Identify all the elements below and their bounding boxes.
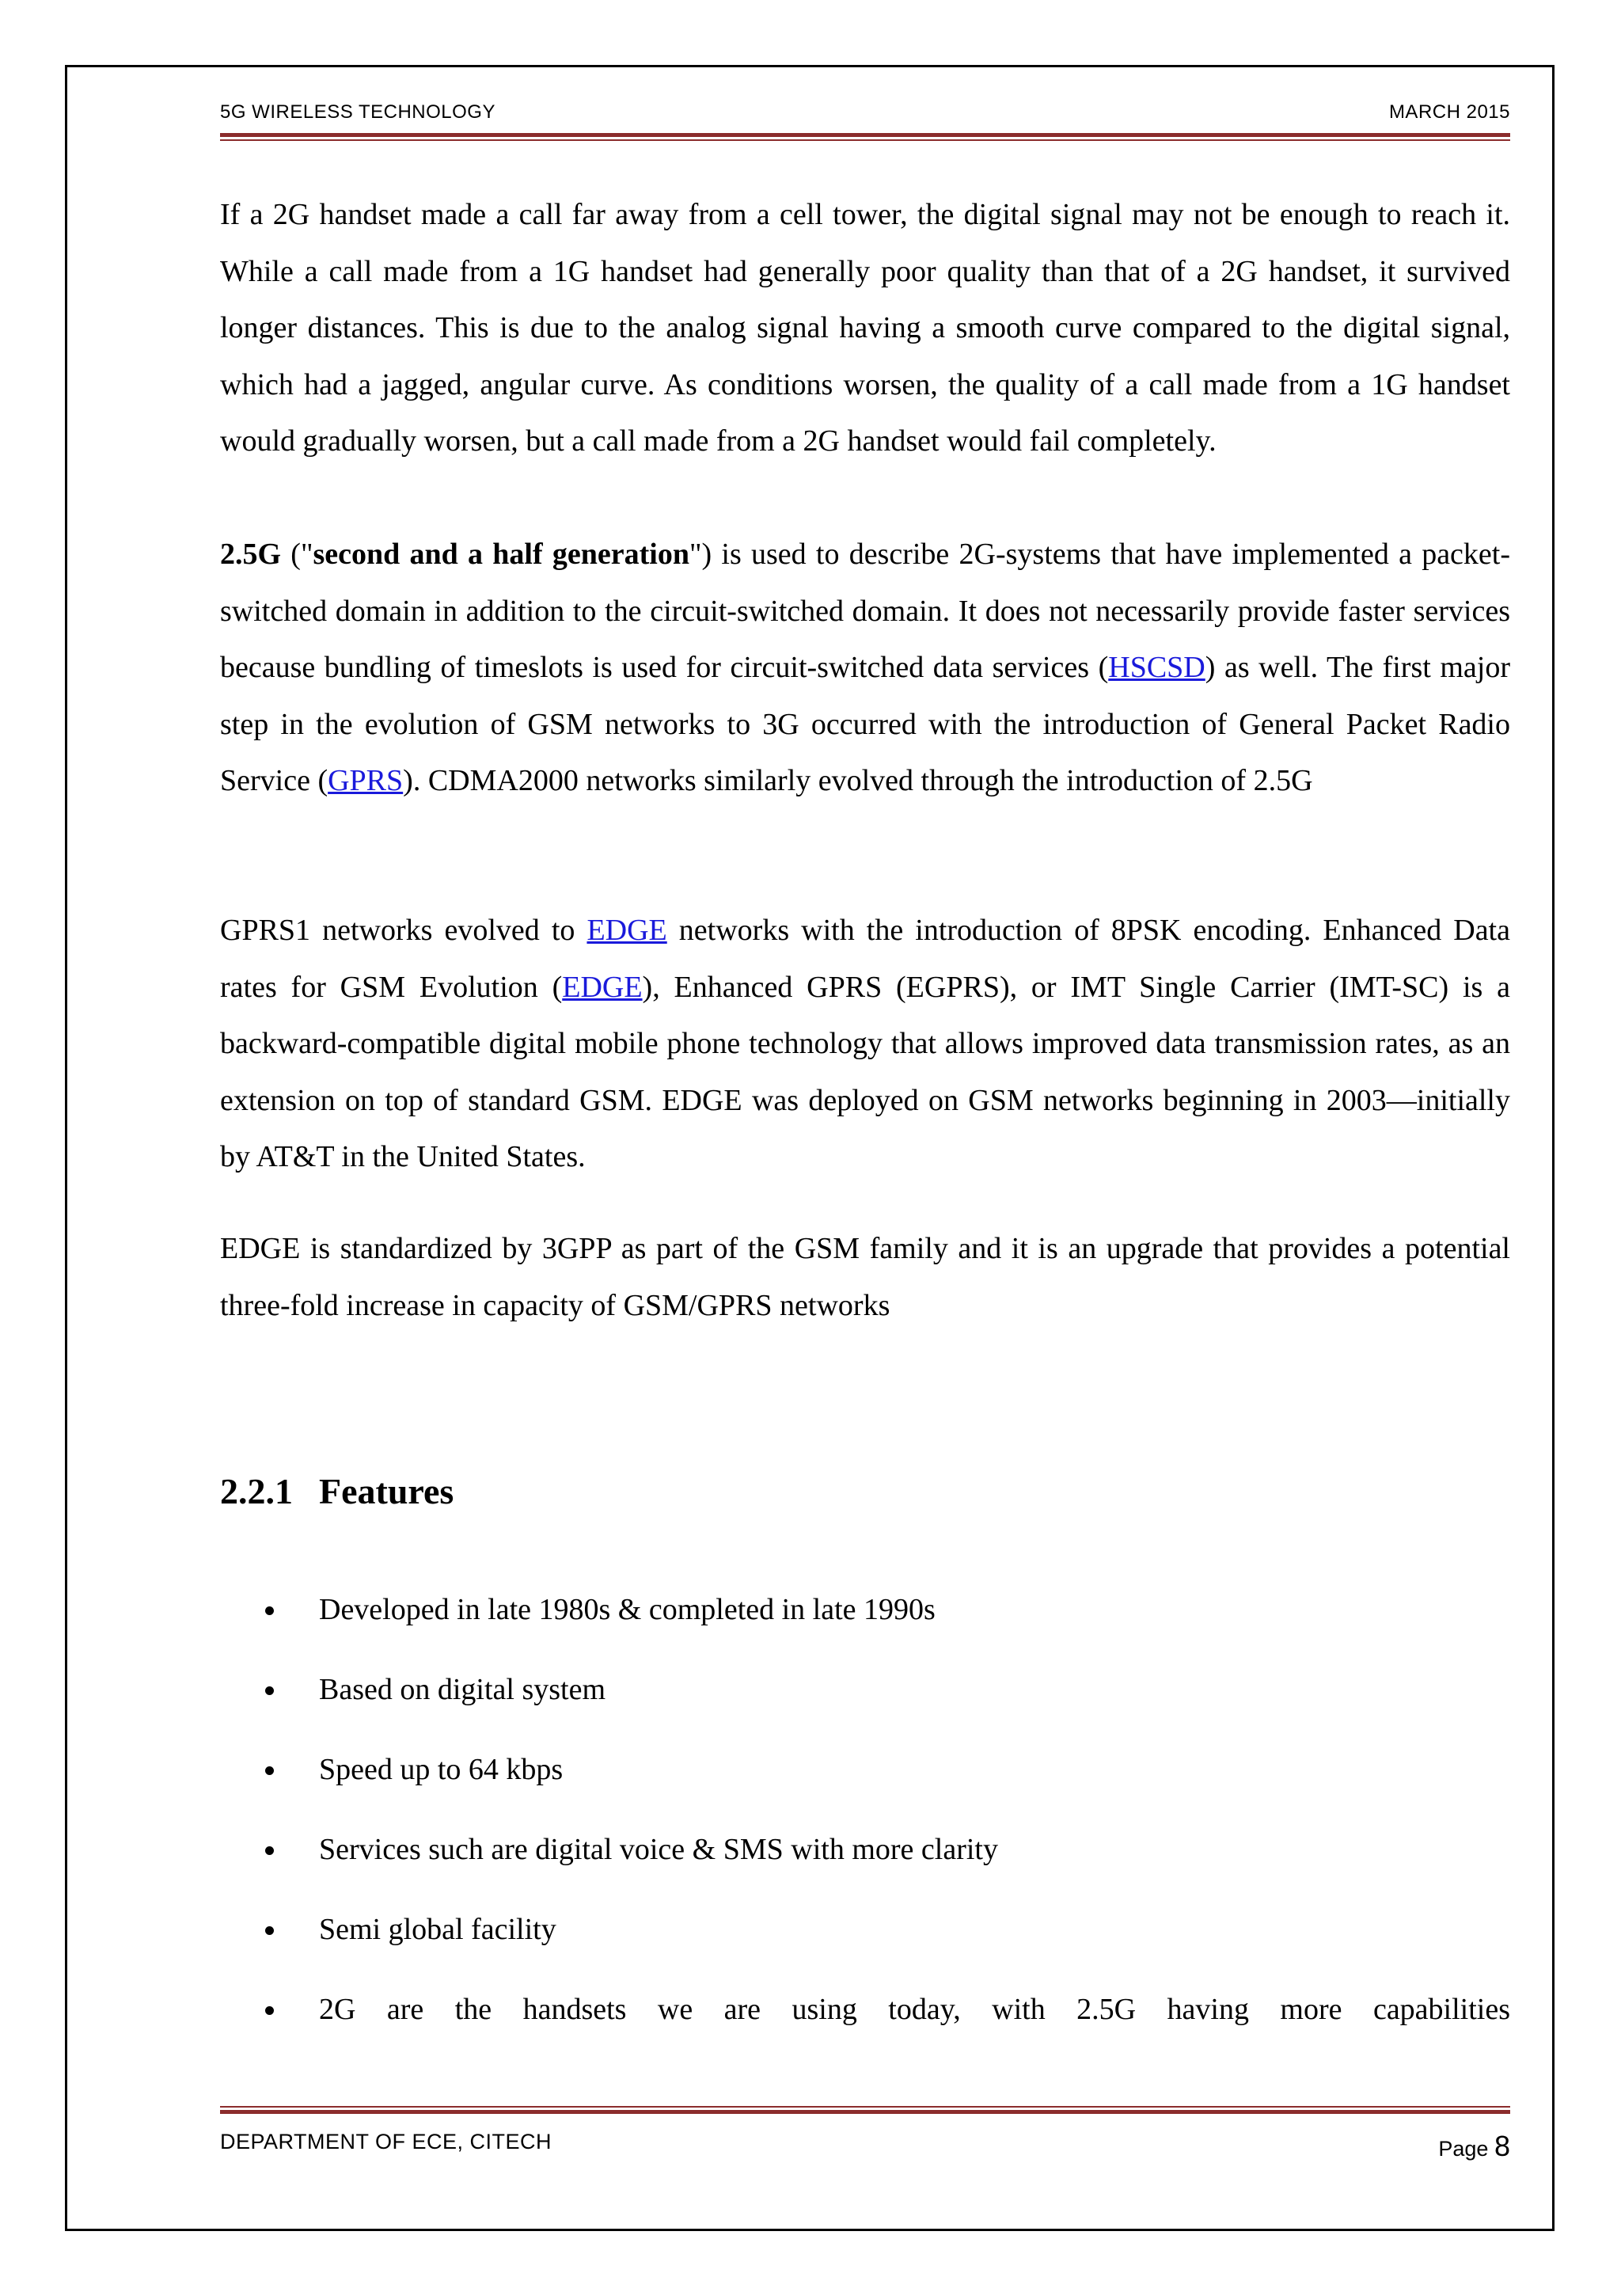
bullet-icon: [265, 1686, 274, 1695]
edge-link-2[interactable]: EDGE: [562, 970, 643, 1004]
list-item: Services such are digital voice & SMS with more clarity: [220, 1822, 1510, 1902]
page-header: [220, 98, 1510, 130]
body-paragraph-4: [220, 1221, 1510, 1334]
paragraph-text: EDGE is standardized by 3GPP as part of the GSM family and it is an upgrade that provides a potential three-fold increase in capacity of GSM/GPRS networks: [220, 1232, 1510, 1322]
section-number: 2.2.1: [220, 1471, 293, 1511]
bullet-icon: [265, 1766, 274, 1775]
page-number-value: 8: [1494, 2130, 1510, 2162]
list-item: Based on digital system: [220, 1662, 1510, 1742]
list-item: 2G are the handsets we are using today, with 2.5G having more capabilities: [220, 1982, 1510, 2062]
header-rule-thick: [220, 133, 1510, 137]
body-paragraph-2: 2.5G ("second and a half generation") is used to describe 2G-systems that have implemented a packet-switched domain in addition to the circuit-switched domain. It does not necessarily provide faster services because bundling of timeslots is used for circuit-switched data services (HSCSD) as well. The first major step in the evolution of GSM networks to 3G occurred with the introduction of General Packet Radio Service (GPRS). CDMA2000 networks similarly evolved through the introduction of 2.5G: [220, 538, 1511, 797]
edge-link-1[interactable]: EDGE: [587, 914, 667, 947]
bullet-icon: [265, 1846, 274, 1855]
header-title: 5G WIRELESS TECHNOLOGY: [220, 101, 495, 123]
term-description: second and a half generation: [313, 538, 689, 571]
page-footer: [220, 2130, 1510, 2161]
gprs-link[interactable]: GPRS: [328, 764, 404, 797]
footer-rule-thin: [220, 2106, 1510, 2108]
body-paragraph-1: [220, 187, 1510, 470]
list-item: Developed in late 1980s & completed in late 1990s: [220, 1582, 1510, 1662]
features-list: [220, 1582, 1510, 2062]
list-item: Speed up to 64 kbps: [220, 1742, 1510, 1822]
paragraph-text: If a 2G handset made a call far away from a cell tower, the digital signal may not be enough to reach it. While a call made from a 1G handset had generally poor quality than that of a 2G handset, it survived longer distances. This is due to the analog signal having a smooth curve compared to the digital signal, which had a jagged, angular curve. As conditions worsen, the quality of a call made from a 1G handset would gradually worsen, but a call made from a 2G handset would fail completely.: [220, 198, 1510, 458]
section-title: Features: [319, 1471, 454, 1511]
body-paragraph-3: GPRS1 networks evolved to EDGE networks with the introduction of 8PSK encoding. Enhanced Data rates for GSM Evolution (EDGE), Enhanced GPRS (EGPRS), or IMT Single Carrier (IMT-SC) is a backward-compatible digital mobile phone technology that allows improved data transmission rates, as an extension on top of standard GSM. EDGE was deployed on GSM networks beginning in 2003—initially by AT&T in the United States.: [220, 914, 1510, 1173]
list-item: Semi global facility: [220, 1902, 1510, 1982]
bullet-icon: [265, 2006, 274, 2015]
bullet-icon: [265, 1926, 274, 1935]
section-heading: [220, 1470, 454, 1512]
page-label: Page: [1438, 2137, 1489, 2161]
term-2-5g: 2.5G: [220, 538, 282, 571]
header-date: MARCH 2015: [1388, 101, 1510, 123]
bullet-icon: [265, 1606, 274, 1615]
header-rule-thin: [220, 139, 1510, 141]
footer-rule-thick: [220, 2110, 1510, 2114]
hscsd-link[interactable]: HSCSD: [1108, 651, 1205, 684]
footer-department: DEPARTMENT OF ECE, CITECH: [220, 2130, 552, 2153]
page-number: [1438, 2130, 1510, 2163]
